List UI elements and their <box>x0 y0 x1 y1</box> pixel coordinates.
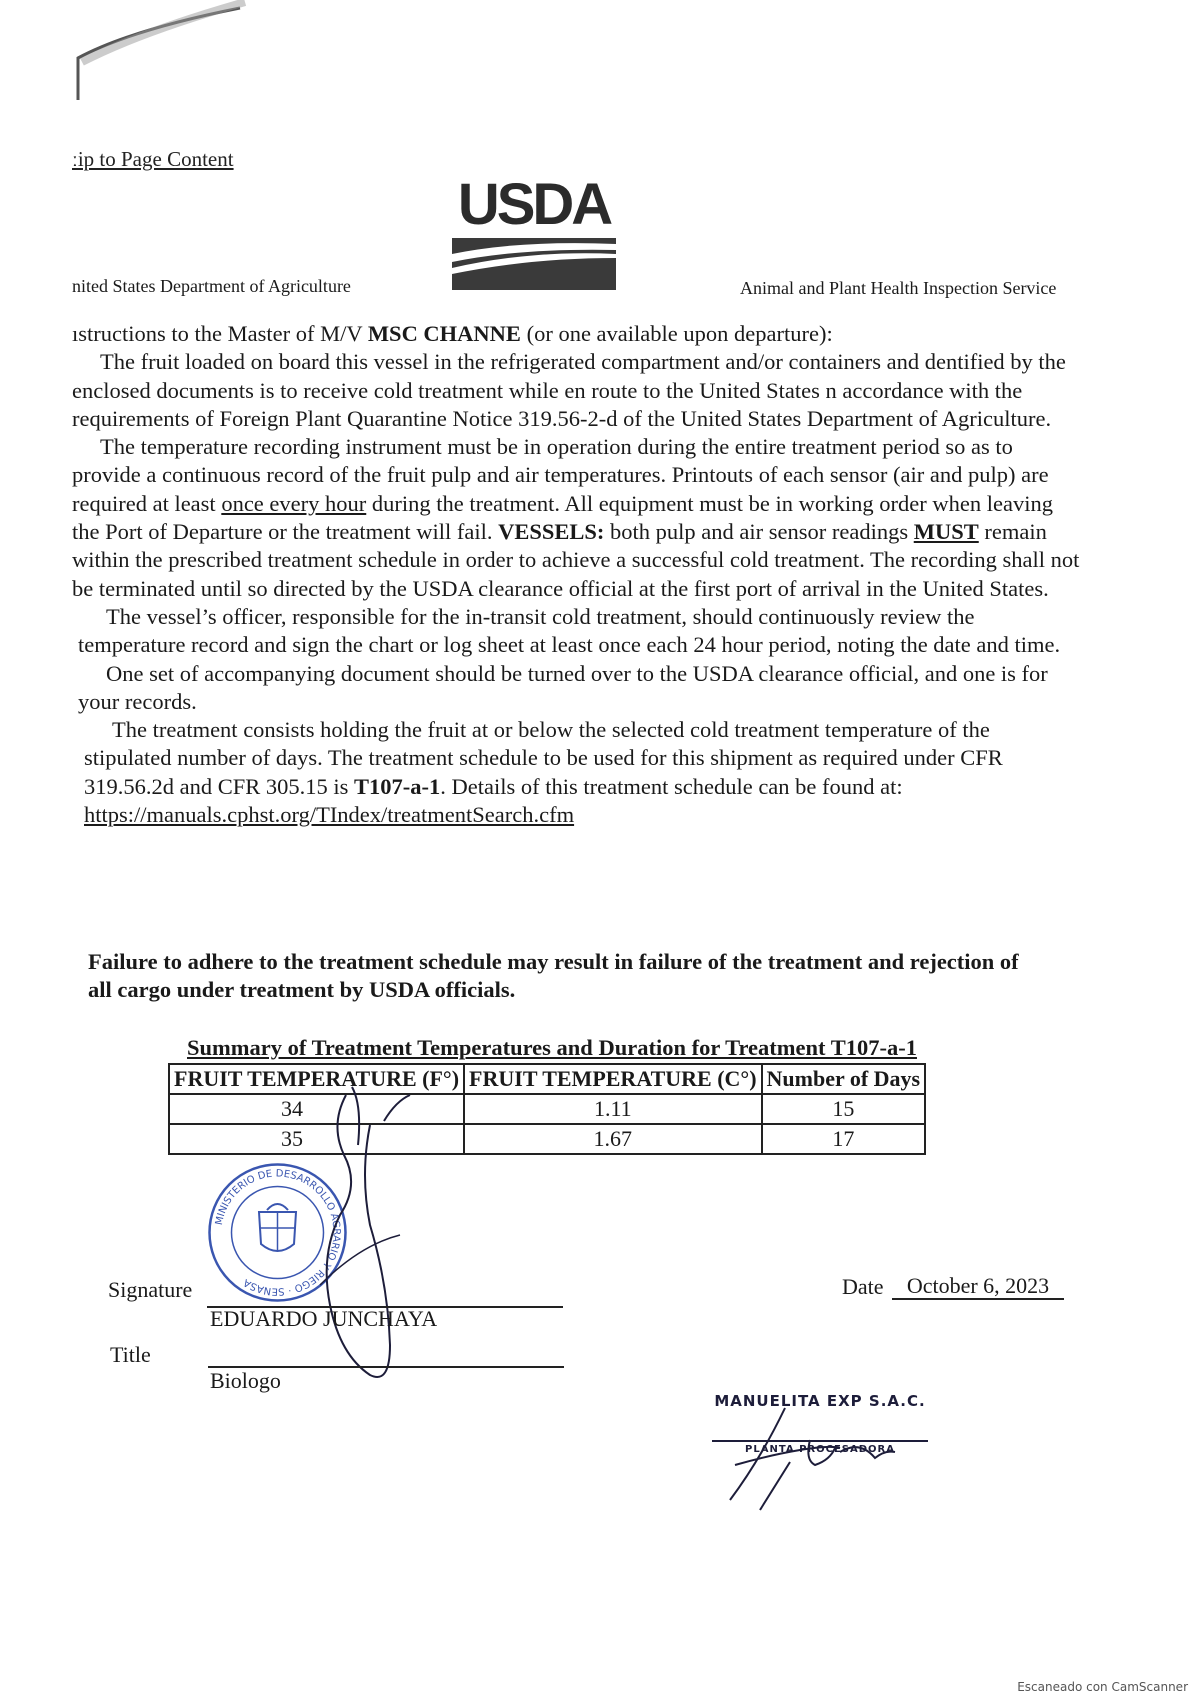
instructions-body <box>72 320 1082 829</box>
column-header-days: Number of Days <box>762 1064 926 1094</box>
cell-fahrenheit: 34 <box>169 1094 464 1124</box>
agency-name-right: Animal and Plant Health Inspection Service <box>740 278 1057 298</box>
intro-prefix: ıstructions to the Master of M/V <box>72 321 363 346</box>
table-header-row <box>169 1064 925 1094</box>
svg-text:MINISTERIO DE DESARROLLO AGRAR: MINISTERIO DE DESARROLLO AGRARIO Y RIEGO · SENASA <box>213 1168 342 1297</box>
treatment-code: T107-a-1 <box>354 773 441 799</box>
p5-text-b: . Details of this treatment schedule can be found at: <box>440 773 903 799</box>
failure-warning: Failure to adhere to the treatment schedule may result in failure of the treatment and rejection of all cargo under treatment by USDA officials. <box>88 949 1019 1002</box>
date-value: October 6, 2023 <box>892 1274 1064 1300</box>
signature-label: Signature <box>108 1277 193 1302</box>
column-header-fahrenheit: FRUIT TEMPERATURE (F°) <box>169 1064 464 1094</box>
cell-fahrenheit: 35 <box>169 1124 464 1154</box>
intro-suffix: (or one available upon departure): <box>526 321 833 346</box>
skip-to-content-link[interactable]: ːip to Page Content <box>72 147 234 171</box>
vessels-label: VESSELS: <box>498 519 605 545</box>
page-corner-fold <box>70 0 250 110</box>
usda-logo-mark <box>450 236 618 292</box>
p2-text-a: The temperature recording instrument must be in operation during the entire treatment period so as to provide a continuous record of the fruit pulp and air temperatures. Printouts of each sensor (air and pulp) are required at least <box>72 434 1049 516</box>
company-subtitle: PLANTA PROCESADORA <box>745 1444 895 1455</box>
title-label: Title <box>110 1342 151 1367</box>
cell-celsius: 1.11 <box>464 1094 761 1124</box>
p2-text-c: both pulp and air sensor readings <box>610 519 909 545</box>
paragraph-1: The fruit loaded on board this vessel in the refrigerated compartment and/or containers and dentified by the enclosed documents is to receive cold treatment while en route to the United States n accordance with the requirements of Foreign Plant Quarantine Notice 319.56-2-d of the United States Department of Agriculture. <box>72 349 1066 431</box>
p5-text-a: The treatment consists holding the fruit at or below the selected cold treatment temperature of the stipulated number of days. The treatment schedule to be used for this shipment as required under CFR 319.56.2d and CFR 305.15 is <box>84 717 1003 799</box>
paragraph-2 <box>72 433 1082 603</box>
treatment-temperature-table <box>168 1063 926 1155</box>
treatment-search-link[interactable]: https://manuals.cphst.org/TIndex/treatmentSearch.cfm <box>84 802 575 828</box>
printout-frequency: once every hour <box>221 490 367 516</box>
date-label: Date <box>842 1274 884 1299</box>
paragraph-4: One set of accompanying document should be turned over to the USDA clearance official, and one is for your records. <box>78 660 1048 714</box>
cell-days: 15 <box>762 1094 926 1124</box>
table-row <box>169 1124 925 1154</box>
instructions-intro <box>72 320 1082 348</box>
company-signature <box>690 1400 930 1520</box>
table-row <box>169 1094 925 1124</box>
column-header-celsius: FRUIT TEMPERATURE (C°) <box>464 1064 761 1094</box>
title-value: Biologo <box>210 1368 281 1393</box>
paragraph-5 <box>72 716 1082 801</box>
usda-logo <box>450 172 618 292</box>
company-name: MANUELITA EXP S.A.C. <box>714 1392 926 1410</box>
treatment-url-line <box>72 801 1082 829</box>
cell-celsius: 1.67 <box>464 1124 761 1154</box>
signer-name: EDUARDO JUNCHAYA <box>210 1306 438 1331</box>
p2-text-d: remain within the prescribed treatment schedule in order to achieve a successful cold treatment. The recording shall not be terminated until so directed by the USDA clearance official at the first port of arrival in the United States. <box>72 519 1080 601</box>
must-emphasis: MUST <box>913 519 979 545</box>
usda-logo-text: USDA <box>457 172 611 237</box>
handwritten-signature <box>300 1085 430 1395</box>
cell-days: 17 <box>762 1124 926 1154</box>
p2-text-b: during the treatment. All equipment must be in working order when leaving the Port of Departure or the treatment will fail. <box>72 490 1053 545</box>
scanner-watermark: Escaneado con CamScanner <box>1017 1680 1188 1694</box>
summary-title: Summary of Treatment Temperatures and Duration for Treatment T107-a-1 <box>187 1035 917 1060</box>
paragraph-3: The vessel’s officer, responsible for the in-transit cold treatment, should continuously review the temperature record and sign the chart or log sheet at least once each 24 hour period, noting the date and time. <box>78 603 1061 658</box>
vessel-name: MSC CHANNE <box>367 321 521 346</box>
agency-name-left: nited States Department of Agriculture <box>72 276 351 296</box>
